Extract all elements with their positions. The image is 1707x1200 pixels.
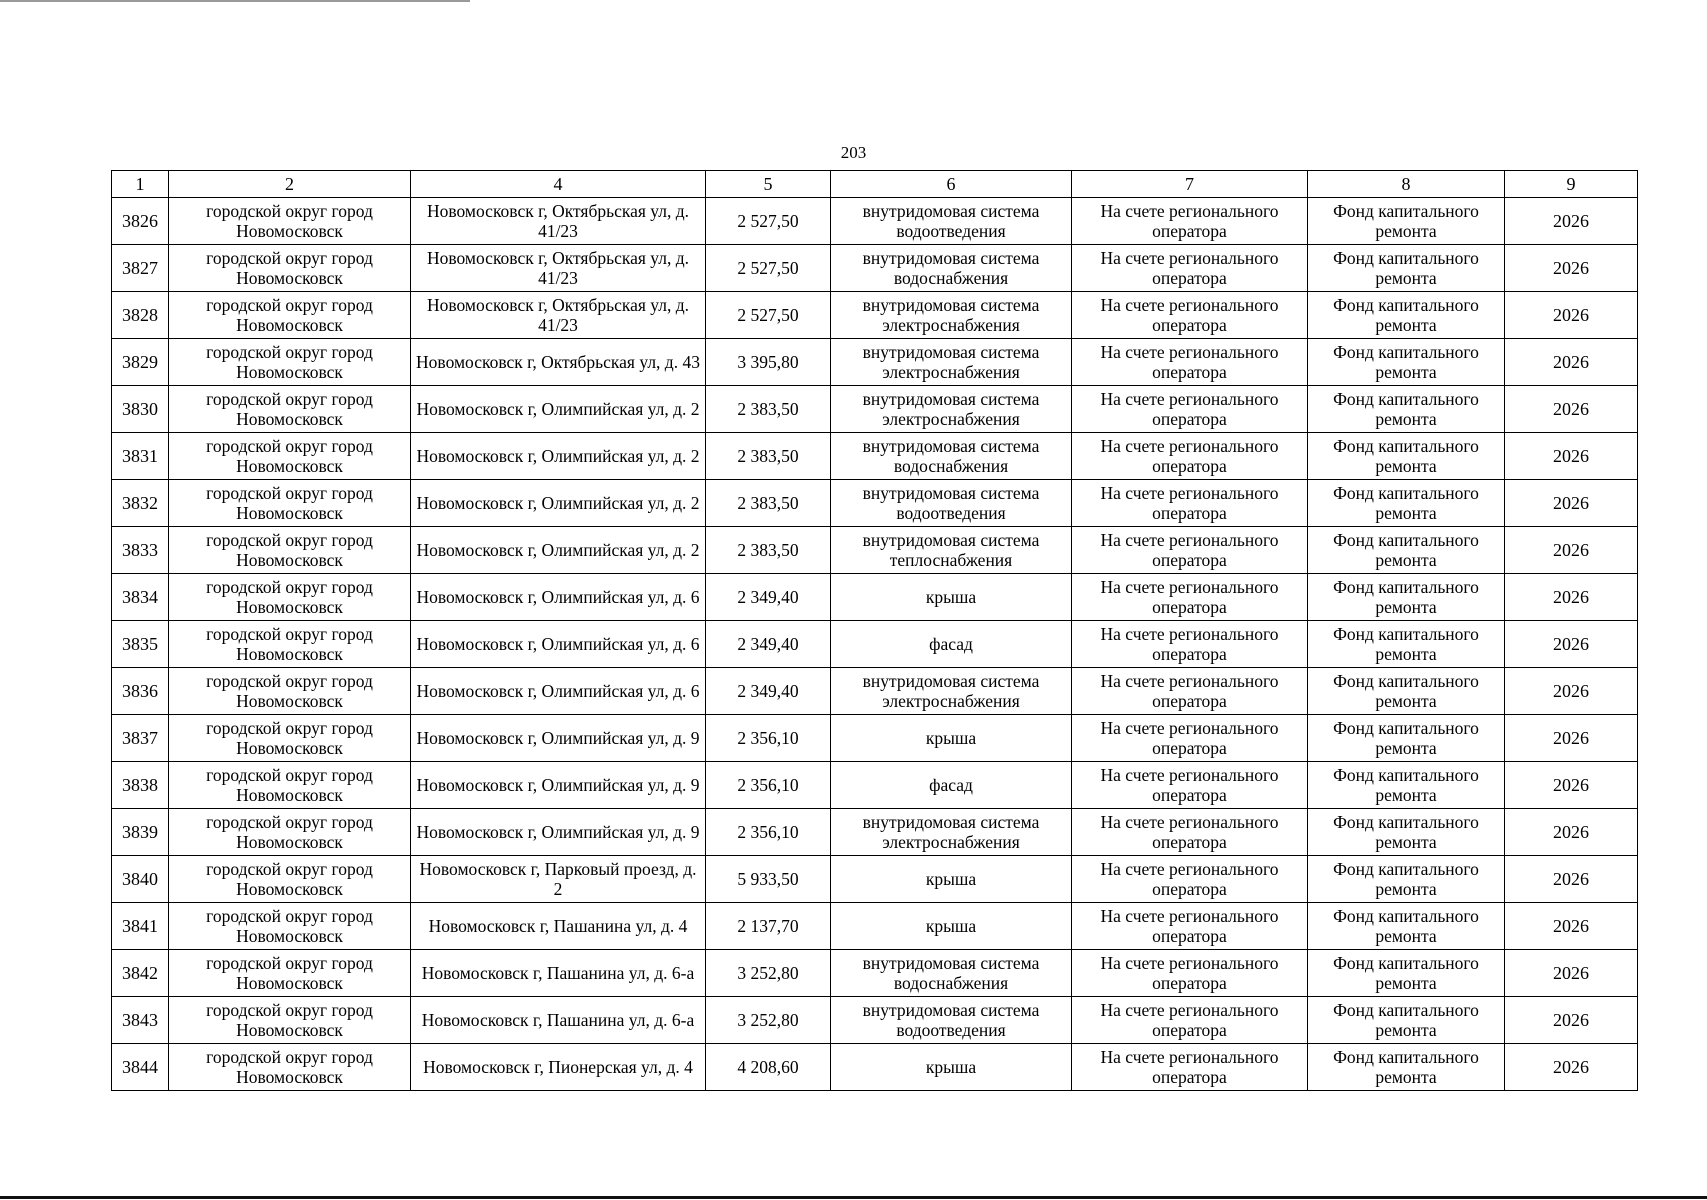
cell-year: 2026	[1505, 386, 1638, 433]
page-number: 203	[840, 143, 867, 162]
cell-year: 2026	[1505, 668, 1638, 715]
cell-row-number: 3832	[112, 480, 169, 527]
cell-fund-account: На счете регионального оператора	[1072, 668, 1308, 715]
col-header-7: 7	[1072, 171, 1308, 198]
col-header-9: 9	[1505, 171, 1638, 198]
cell-cost: 3 395,80	[706, 339, 831, 386]
cell-work-type: внутридомовая система водоотведения	[831, 997, 1072, 1044]
cell-cost: 2 356,10	[706, 715, 831, 762]
cell-row-number: 3828	[112, 292, 169, 339]
cell-year: 2026	[1505, 856, 1638, 903]
table-row	[112, 621, 1638, 668]
cell-cost: 2 349,40	[706, 668, 831, 715]
cell-fund-account: На счете регионального оператора	[1072, 997, 1308, 1044]
table-header-row	[112, 171, 1638, 198]
cell-funding-source: Фонд капитального ремонта	[1308, 1044, 1505, 1091]
cell-work-type: внутридомовая система теплоснабжения	[831, 527, 1072, 574]
cell-address: Новомосковск г, Пашанина ул, д. 6-а	[411, 997, 706, 1044]
cell-address: Новомосковск г, Олимпийская ул, д. 2	[411, 527, 706, 574]
capital-repair-table	[111, 170, 1638, 1091]
cell-funding-source: Фонд капитального ремонта	[1308, 386, 1505, 433]
cell-row-number: 3837	[112, 715, 169, 762]
cell-row-number: 3831	[112, 433, 169, 480]
cell-work-type: внутридомовая система водоснабжения	[831, 245, 1072, 292]
cell-address: Новомосковск г, Олимпийская ул, д. 2	[411, 433, 706, 480]
cell-municipality: городской округ город Новомосковск	[169, 198, 411, 245]
cell-fund-account: На счете регионального оператора	[1072, 198, 1308, 245]
cell-funding-source: Фонд капитального ремонта	[1308, 198, 1505, 245]
cell-address: Новомосковск г, Олимпийская ул, д. 6	[411, 668, 706, 715]
cell-municipality: городской округ город Новомосковск	[169, 856, 411, 903]
col-header-2: 2	[169, 171, 411, 198]
cell-work-type: внутридомовая система водоснабжения	[831, 950, 1072, 997]
cell-fund-account: На счете регионального оператора	[1072, 480, 1308, 527]
cell-row-number: 3829	[112, 339, 169, 386]
cell-funding-source: Фонд капитального ремонта	[1308, 292, 1505, 339]
cell-address: Новомосковск г, Олимпийская ул, д. 6	[411, 574, 706, 621]
cell-cost: 2 349,40	[706, 574, 831, 621]
cell-work-type: крыша	[831, 715, 1072, 762]
cell-municipality: городской округ город Новомосковск	[169, 950, 411, 997]
cell-year: 2026	[1505, 198, 1638, 245]
cell-fund-account: На счете регионального оператора	[1072, 715, 1308, 762]
cell-fund-account: На счете регионального оператора	[1072, 950, 1308, 997]
cell-row-number: 3842	[112, 950, 169, 997]
cell-year: 2026	[1505, 292, 1638, 339]
cell-funding-source: Фонд капитального ремонта	[1308, 903, 1505, 950]
table-row	[112, 245, 1638, 292]
cell-row-number: 3834	[112, 574, 169, 621]
cell-cost: 2 383,50	[706, 433, 831, 480]
cell-year: 2026	[1505, 950, 1638, 997]
table-row	[112, 715, 1638, 762]
cell-address: Новомосковск г, Олимпийская ул, д. 6	[411, 621, 706, 668]
col-header-1: 1	[112, 171, 169, 198]
cell-year: 2026	[1505, 1044, 1638, 1091]
cell-funding-source: Фонд капитального ремонта	[1308, 997, 1505, 1044]
cell-address: Новомосковск г, Октябрьская ул, д. 41/23	[411, 198, 706, 245]
cell-address: Новомосковск г, Пионерская ул, д. 4	[411, 1044, 706, 1091]
cell-cost: 2 527,50	[706, 292, 831, 339]
cell-row-number: 3839	[112, 809, 169, 856]
cell-municipality: городской округ город Новомосковск	[169, 997, 411, 1044]
cell-year: 2026	[1505, 339, 1638, 386]
cell-fund-account: На счете регионального оператора	[1072, 574, 1308, 621]
cell-year: 2026	[1505, 997, 1638, 1044]
cell-address: Новомосковск г, Октябрьская ул, д. 41/23	[411, 245, 706, 292]
cell-address: Новомосковск г, Октябрьская ул, д. 43	[411, 339, 706, 386]
table-row	[112, 997, 1638, 1044]
cell-year: 2026	[1505, 903, 1638, 950]
cell-year: 2026	[1505, 433, 1638, 480]
cell-municipality: городской округ город Новомосковск	[169, 762, 411, 809]
cell-cost: 5 933,50	[706, 856, 831, 903]
cell-address: Новомосковск г, Олимпийская ул, д. 9	[411, 762, 706, 809]
cell-funding-source: Фонд капитального ремонта	[1308, 245, 1505, 292]
cell-row-number: 3840	[112, 856, 169, 903]
cell-fund-account: На счете регионального оператора	[1072, 762, 1308, 809]
cell-fund-account: На счете регионального оператора	[1072, 621, 1308, 668]
cell-year: 2026	[1505, 621, 1638, 668]
cell-work-type: внутридомовая система электроснабжения	[831, 668, 1072, 715]
cell-address: Новомосковск г, Олимпийская ул, д. 9	[411, 809, 706, 856]
cell-address: Новомосковск г, Парковый проезд, д. 2	[411, 856, 706, 903]
table-row	[112, 950, 1638, 997]
cell-funding-source: Фонд капитального ремонта	[1308, 621, 1505, 668]
cell-fund-account: На счете регионального оператора	[1072, 903, 1308, 950]
cell-municipality: городской округ город Новомосковск	[169, 386, 411, 433]
cell-address: Новомосковск г, Пашанина ул, д. 4	[411, 903, 706, 950]
table-row	[112, 198, 1638, 245]
cell-municipality: городской округ город Новомосковск	[169, 339, 411, 386]
cell-address: Новомосковск г, Олимпийская ул, д. 2	[411, 480, 706, 527]
cell-row-number: 3838	[112, 762, 169, 809]
cell-cost: 2 137,70	[706, 903, 831, 950]
scan-edge-top	[0, 0, 470, 2]
cell-funding-source: Фонд капитального ремонта	[1308, 480, 1505, 527]
col-header-8: 8	[1308, 171, 1505, 198]
cell-work-type: внутридомовая система электроснабжения	[831, 386, 1072, 433]
cell-municipality: городской округ город Новомосковск	[169, 527, 411, 574]
cell-fund-account: На счете регионального оператора	[1072, 527, 1308, 574]
cell-cost: 2 356,10	[706, 762, 831, 809]
cell-cost: 3 252,80	[706, 997, 831, 1044]
cell-funding-source: Фонд капитального ремонта	[1308, 809, 1505, 856]
cell-address: Новомосковск г, Олимпийская ул, д. 9	[411, 715, 706, 762]
cell-row-number: 3830	[112, 386, 169, 433]
cell-work-type: крыша	[831, 1044, 1072, 1091]
cell-funding-source: Фонд капитального ремонта	[1308, 856, 1505, 903]
cell-year: 2026	[1505, 480, 1638, 527]
cell-work-type: внутридомовая система водоснабжения	[831, 433, 1072, 480]
col-header-5: 5	[706, 171, 831, 198]
cell-work-type: крыша	[831, 903, 1072, 950]
cell-row-number: 3826	[112, 198, 169, 245]
table-body	[112, 198, 1638, 1091]
cell-municipality: городской округ город Новомосковск	[169, 574, 411, 621]
cell-year: 2026	[1505, 762, 1638, 809]
cell-work-type: внутридомовая система электроснабжения	[831, 809, 1072, 856]
cell-funding-source: Фонд капитального ремонта	[1308, 339, 1505, 386]
cell-fund-account: На счете регионального оператора	[1072, 809, 1308, 856]
col-header-4: 4	[411, 171, 706, 198]
cell-cost: 2 356,10	[706, 809, 831, 856]
cell-row-number: 3827	[112, 245, 169, 292]
cell-municipality: городской округ город Новомосковск	[169, 433, 411, 480]
cell-cost: 3 252,80	[706, 950, 831, 997]
table-row	[112, 339, 1638, 386]
cell-municipality: городской округ город Новомосковск	[169, 903, 411, 950]
cell-fund-account: На счете регионального оператора	[1072, 856, 1308, 903]
cell-fund-account: На счете регионального оператора	[1072, 245, 1308, 292]
table-row	[112, 574, 1638, 621]
cell-funding-source: Фонд капитального ремонта	[1308, 668, 1505, 715]
table-row	[112, 809, 1638, 856]
cell-cost: 2 383,50	[706, 386, 831, 433]
cell-row-number: 3844	[112, 1044, 169, 1091]
cell-cost: 2 527,50	[706, 245, 831, 292]
scan-edge-bottom	[0, 1196, 1707, 1199]
cell-municipality: городской округ город Новомосковск	[169, 809, 411, 856]
cell-municipality: городской округ город Новомосковск	[169, 621, 411, 668]
cell-funding-source: Фонд капитального ремонта	[1308, 715, 1505, 762]
table-row	[112, 668, 1638, 715]
cell-municipality: городской округ город Новомосковск	[169, 668, 411, 715]
cell-row-number: 3843	[112, 997, 169, 1044]
cell-fund-account: На счете регионального оператора	[1072, 433, 1308, 480]
cell-cost: 4 208,60	[706, 1044, 831, 1091]
cell-funding-source: Фонд капитального ремонта	[1308, 762, 1505, 809]
cell-address: Новомосковск г, Пашанина ул, д. 6-а	[411, 950, 706, 997]
cell-year: 2026	[1505, 574, 1638, 621]
table-row	[112, 292, 1638, 339]
cell-funding-source: Фонд капитального ремонта	[1308, 574, 1505, 621]
table-row	[112, 903, 1638, 950]
cell-cost: 2 527,50	[706, 198, 831, 245]
col-header-6: 6	[831, 171, 1072, 198]
cell-year: 2026	[1505, 245, 1638, 292]
table-row	[112, 762, 1638, 809]
cell-row-number: 3841	[112, 903, 169, 950]
cell-address: Новомосковск г, Октябрьская ул, д. 41/23	[411, 292, 706, 339]
cell-row-number: 3836	[112, 668, 169, 715]
table-row	[112, 527, 1638, 574]
cell-municipality: городской округ город Новомосковск	[169, 715, 411, 762]
cell-fund-account: На счете регионального оператора	[1072, 386, 1308, 433]
cell-municipality: городской округ город Новомосковск	[169, 292, 411, 339]
table-row	[112, 480, 1638, 527]
cell-year: 2026	[1505, 809, 1638, 856]
cell-funding-source: Фонд капитального ремонта	[1308, 950, 1505, 997]
cell-work-type: внутридомовая система электроснабжения	[831, 292, 1072, 339]
cell-work-type: внутридомовая система водоотведения	[831, 480, 1072, 527]
cell-funding-source: Фонд капитального ремонта	[1308, 433, 1505, 480]
cell-cost: 2 383,50	[706, 527, 831, 574]
cell-address: Новомосковск г, Олимпийская ул, д. 2	[411, 386, 706, 433]
cell-municipality: городской округ город Новомосковск	[169, 480, 411, 527]
cell-municipality: городской округ город Новомосковск	[169, 245, 411, 292]
cell-cost: 2 349,40	[706, 621, 831, 668]
cell-work-type: крыша	[831, 574, 1072, 621]
table-row	[112, 856, 1638, 903]
cell-work-type: фасад	[831, 621, 1072, 668]
cell-work-type: внутридомовая система водоотведения	[831, 198, 1072, 245]
cell-fund-account: На счете регионального оператора	[1072, 1044, 1308, 1091]
cell-fund-account: На счете регионального оператора	[1072, 339, 1308, 386]
cell-cost: 2 383,50	[706, 480, 831, 527]
cell-work-type: внутридомовая система электроснабжения	[831, 339, 1072, 386]
cell-year: 2026	[1505, 527, 1638, 574]
cell-work-type: крыша	[831, 856, 1072, 903]
table-row	[112, 386, 1638, 433]
table-row	[112, 433, 1638, 480]
cell-funding-source: Фонд капитального ремонта	[1308, 527, 1505, 574]
cell-row-number: 3835	[112, 621, 169, 668]
cell-work-type: фасад	[831, 762, 1072, 809]
cell-fund-account: На счете регионального оператора	[1072, 292, 1308, 339]
cell-year: 2026	[1505, 715, 1638, 762]
cell-row-number: 3833	[112, 527, 169, 574]
cell-municipality: городской округ город Новомосковск	[169, 1044, 411, 1091]
table-row	[112, 1044, 1638, 1091]
